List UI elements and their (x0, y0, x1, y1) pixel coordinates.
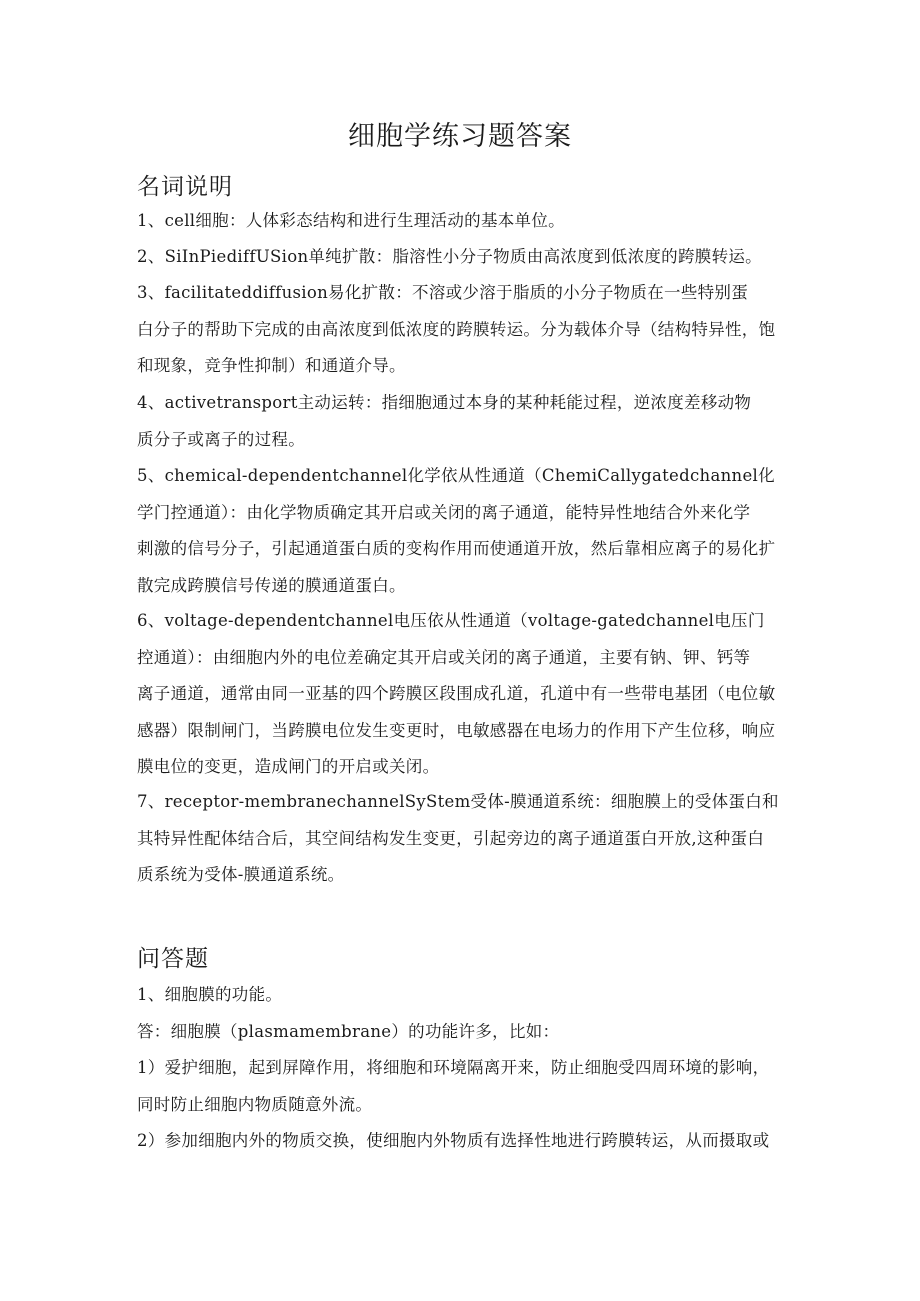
term-item-1 (137, 203, 787, 240)
term-item-line: 6、voltage-dependentchannel电压依从性通道（voltage-gatedchannel电压门 (137, 611, 765, 630)
term-item-3 (137, 275, 787, 385)
term-item-line: 离子通道，通常由同一亚基的四个跨膜区段围成孔道，孔道中有一些带电基团（电位敏 (137, 684, 776, 703)
term-item-line: 学门控通道）：由化学物质确定其开启或关闭的离子通道，能特异性地结合外来化学 (137, 502, 751, 522)
term-item-line: 和现象，竞争性抑制）和通道介导。 (137, 356, 406, 375)
term-item-line: 膜电位的变更，造成闸门的开启或关闭。 (137, 757, 440, 776)
term-item-line: 3、facilitateddiffusion易化扩散：不溶或少溶于脂质的小分子物质在一些特别蛋 (137, 283, 749, 302)
term-item-2 (137, 239, 787, 276)
term-item-5 (137, 458, 787, 604)
qa-answer-intro: 答：细胞膜（plasmamembrane）的功能许多，比如： (137, 1021, 560, 1041)
term-item-line: 5、chemical-dependentchannel化学依从性通道（ChemiCallygatedchannel化 (137, 466, 775, 485)
section-heading-terms: 名词说明 (137, 174, 233, 200)
term-item-6 (137, 603, 787, 786)
term-item-line: 质系统为受体-膜通道系统。 (137, 865, 345, 884)
term-item-4 (137, 385, 787, 458)
term-item-line: 2、SiInPiediffUSion单纯扩散：脂溶性小分子物质由高浓度到低浓度的跨膜转运。 (137, 247, 762, 266)
term-item-line: 散完成跨膜信号传递的膜通道蛋白。 (137, 575, 406, 595)
term-item-line: 7、receptor-membranechannelSyStem受体-膜通道系统：细胞膜上的受体蛋白和 (137, 792, 779, 811)
term-item-line: 质分子或离子的过程。 (137, 429, 305, 449)
term-item-line: 1、cell细胞：人体彩态结构和进行生理活动的基本单位。 (137, 211, 565, 230)
term-item-line: 白分子的帮助下完成的由高浓度到低浓度的跨膜转运。分为载体介导（结构特异性，饱 (137, 319, 776, 339)
qa-question-1: 1、细胞膜的功能。 (137, 985, 283, 1004)
document-title: 细胞学练习题答案 (348, 121, 572, 152)
qa-answer-line: 2）参加细胞内外的物质交换，使细胞内外物质有选择性地进行跨膜转运，从而摄取或 (137, 1131, 770, 1150)
qa-answer-line: 同时防止细胞内物质随意外流。 (137, 1094, 373, 1114)
term-item-line: 其特异性配体结合后，其空间结构发生变更，引起旁边的离子通道蛋白开放,这种蛋白 (137, 828, 765, 848)
qa-block (137, 977, 787, 1160)
term-item-line: 感器）限制闸门，当跨膜电位发生变更时，电敏感器在电场力的作用下产生位移，响应 (137, 720, 776, 740)
term-item-line: 4、activetransport主动运转：指细胞通过本身的某种耗能过程，逆浓度差移动物 (137, 393, 752, 412)
qa-answer-line: 1）爱护细胞，起到屏障作用，将细胞和环境隔离开来，防止细胞受四周环境的影响， (137, 1058, 770, 1077)
section-heading-qa: 问答题 (137, 946, 209, 972)
term-item-line: 控通道）：由细胞内外的电位差确定其开启或关闭的离子通道，主要有钠、钾、钙等 (137, 647, 751, 667)
term-item-line: 刺激的信号分子，引起通道蛋白质的变构作用而使通道开放，然后靠相应离子的易化扩 (137, 539, 776, 558)
term-item-7 (137, 784, 787, 894)
